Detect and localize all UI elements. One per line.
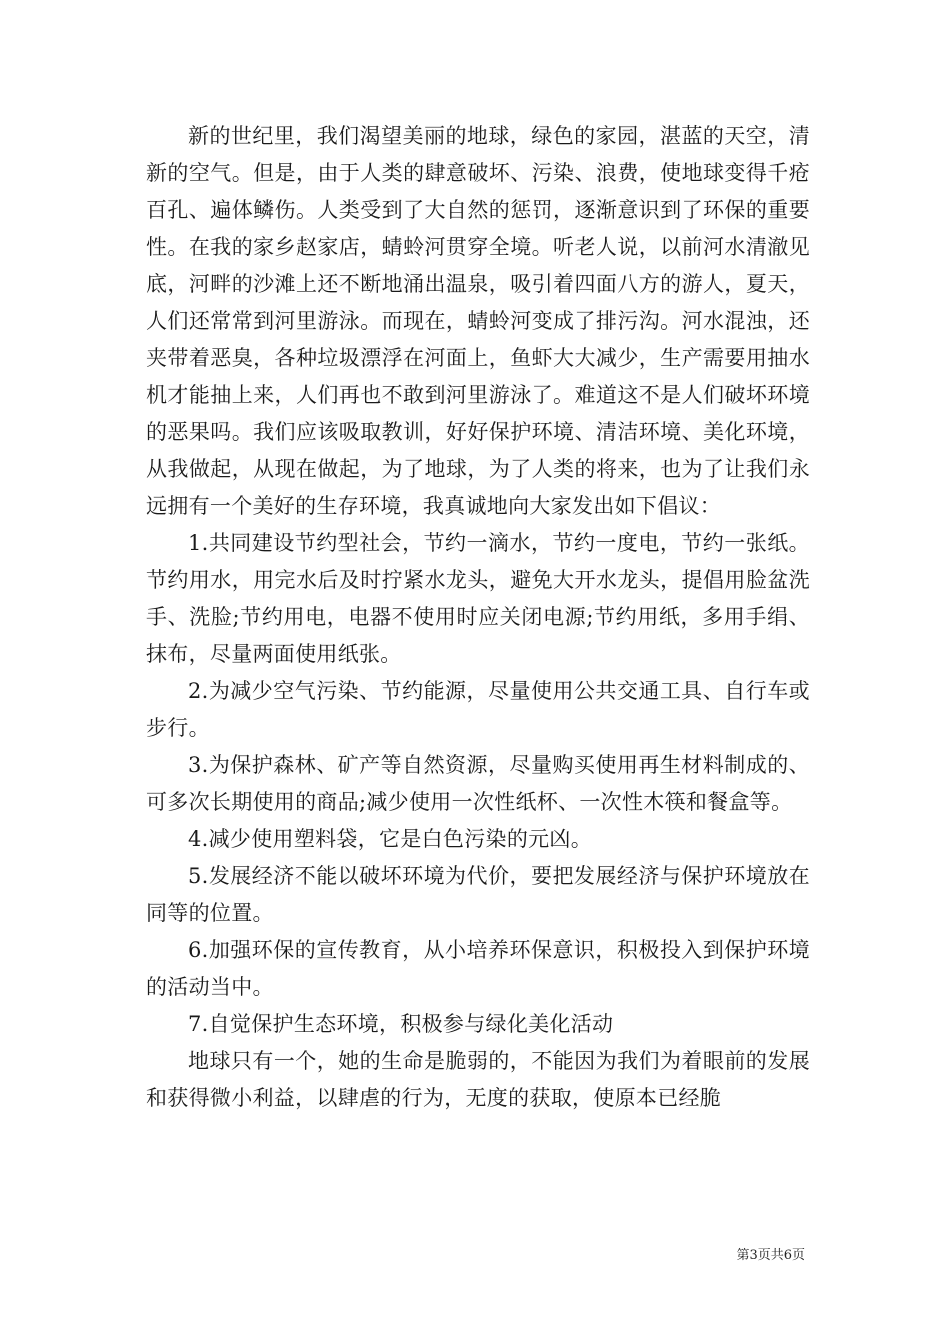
page-number-label: 第3页共6页	[736, 1248, 805, 1263]
document-body	[146, 118, 810, 1117]
paragraph-item-4: 4.减少使用塑料袋，它是白色污染的元凶。	[188, 827, 593, 851]
paragraph-closing: 地球只有一个，她的生命是脆弱的，不能因为我们为着眼前的发展和获得微小利益，以肆虐的行为，无度的获取，使原本已经脆	[146, 1049, 810, 1110]
paragraph-item-3: 3.为保护森林、矿产等自然资源，尽量购买使用再生材料制成的、可多次长期使用的商品;减少使用一次性纸杯、一次性木筷和餐盒等。	[146, 753, 810, 814]
paragraph-item-5: 5.发展经济不能以破坏环境为代价，要把发展经济与保护环境放在同等的位置。	[146, 864, 810, 925]
paragraph-item-6: 6.加强环保的宣传教育，从小培养环保意识，积极投入到保护环境的活动当中。	[146, 938, 810, 999]
paragraph-item-1: 1.共同建设节约型社会，节约一滴水，节约一度电，节约一张纸。节约用水，用完水后及时拧紧水龙头，避免大开水龙头，提倡用脸盆洗手、洗脸;节约用电，电器不使用时应关闭电源;节约用纸，多用手绢、抹布，尽量两面使用纸张。	[146, 531, 810, 666]
paragraph-item-2: 2.为减少空气污染、节约能源，尽量使用公共交通工具、自行车或步行。	[146, 679, 810, 740]
paragraph-intro: 新的世纪里，我们渴望美丽的地球，绿色的家园，湛蓝的天空，清新的空气。但是，由于人类的肆意破坏、污染、浪费，使地球变得千疮百孔、遍体鳞伤。人类受到了大自然的惩罚，逐渐意识到了环保的重要性。在我的家乡赵家店，蜻蛉河贯穿全境。听老人说，以前河水清澈见底，河畔的沙滩上还不断地涌出温泉，吸引着四面八方的游人，夏天，人们还常常到河里游泳。而现在，蜻蛉河变成了排污沟。河水混浊，还夹带着恶臭，各种垃圾漂浮在河面上，鱼虾大大减少，生产需要用抽水机才能抽上来，人们再也不敢到河里游泳了。难道这不是人们破坏环境的恶果吗。我们应该吸取教训，好好保护环境、清洁环境、美化环境，从我做起，从现在做起，为了地球，为了人类的将来，也为了让我们永远拥有一个美好的生存环境，我真诚地向大家发出如下倡议：	[146, 124, 810, 518]
paragraph-item-7: 7.自觉保护生态环境，积极参与绿化美化活动	[188, 1012, 614, 1036]
page-number-footer	[736, 1248, 805, 1264]
